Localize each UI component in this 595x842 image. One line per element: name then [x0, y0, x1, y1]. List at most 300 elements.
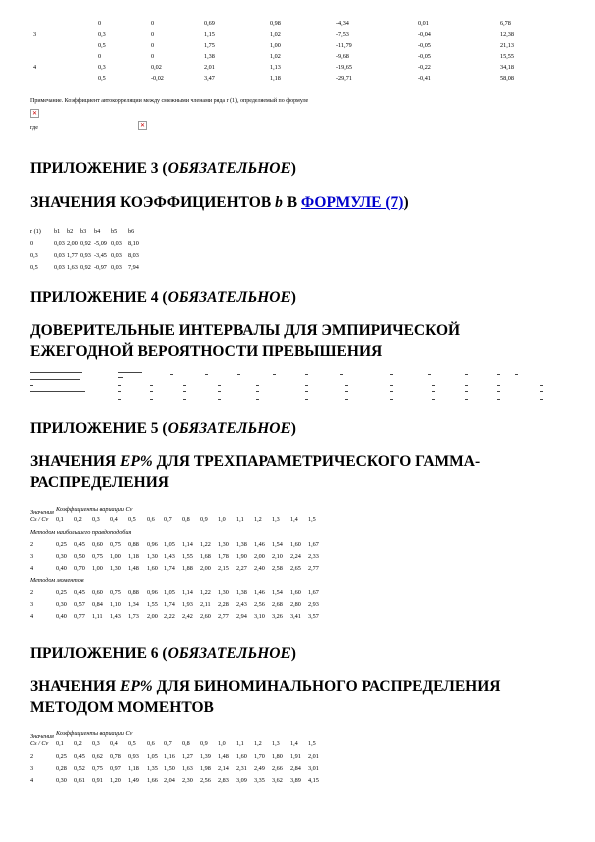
table-cell: 1,60	[290, 589, 301, 596]
table-cell: 21,13	[500, 42, 514, 49]
table-header-cell: 0,1	[56, 516, 64, 523]
table-cell: 1,30	[218, 589, 229, 596]
table-cell: 2,00	[147, 613, 158, 620]
table-section-label: Методом моментов	[30, 577, 84, 584]
table-mark	[428, 374, 431, 375]
table-cell: 0,45	[74, 753, 85, 760]
table-cell: 2,94	[236, 613, 247, 620]
table-cell: 1,05	[147, 753, 158, 760]
table-header-cell: 0,2	[74, 516, 82, 523]
table-cell: 2,30	[182, 777, 193, 784]
table-cell: 0	[151, 31, 155, 38]
table-cell: 1,49	[128, 777, 139, 784]
table-cell: 0,92	[80, 264, 91, 271]
table-cell: 0,03	[111, 264, 122, 271]
table-cell: 1,46	[254, 541, 265, 548]
table-cell: 1,14	[182, 589, 193, 596]
table-cell: 2,80	[290, 601, 301, 608]
table-cell: 0,01	[418, 20, 429, 27]
table-cell: 1,16	[164, 753, 175, 760]
table-cell: 4	[30, 613, 34, 620]
table-cell: 2	[30, 753, 34, 760]
table-cell: 2,00	[254, 553, 265, 560]
table-cell: 2,01	[204, 64, 215, 71]
table-cell: 0,40	[56, 565, 67, 572]
table-cell: 1,22	[200, 541, 211, 548]
table-header-cell: 0,8	[182, 516, 190, 523]
table-cell: -29,71	[336, 75, 352, 82]
table-mark	[432, 399, 435, 400]
appendix-6-title-line2: МЕТОДОМ МОМЕНТОВ	[30, 699, 214, 716]
table-mark	[465, 399, 468, 400]
table-cell: 2,56	[254, 601, 265, 608]
table-cell: -9,68	[336, 53, 349, 60]
table-cell: 1,11	[92, 613, 103, 620]
table-mark	[540, 399, 543, 400]
table-mark	[218, 399, 221, 400]
appendix-6-heading: ПРИЛОЖЕНИЕ 6 (ОБЯЗАТЕЛЬНОЕ)	[30, 645, 296, 662]
table-cell: -7,53	[336, 31, 349, 38]
table-cell: 0,30	[56, 777, 67, 784]
table-header-cell: b6	[128, 228, 135, 235]
table-mark	[205, 374, 208, 375]
table-mark	[497, 385, 500, 386]
table-cell: 1,66	[147, 777, 158, 784]
formula-7-link[interactable]: ФОРМУЛЕ (7)	[300, 194, 404, 211]
table-mark	[432, 391, 435, 392]
table-cell: 2,43	[236, 601, 247, 608]
table-mark	[183, 385, 186, 386]
table-header-cell: b2	[67, 228, 74, 235]
table-cell: 0,03	[111, 240, 122, 247]
table-cell: -0,04	[418, 31, 431, 38]
table-cell: 2,49	[254, 765, 265, 772]
table-cell: 2,56	[200, 777, 211, 784]
table-cell: 0,92	[80, 240, 91, 247]
table-cell: 1,02	[270, 31, 281, 38]
table-cell: 0,30	[56, 553, 67, 560]
table-cell: 1,75	[204, 42, 215, 49]
table-header-cell: b4	[94, 228, 101, 235]
table-cell: 3,26	[272, 613, 283, 620]
table-header-cell: 0,7	[164, 740, 172, 747]
table-mark	[118, 399, 121, 400]
table-mark	[30, 391, 85, 392]
table-cell: 1,39	[200, 753, 211, 760]
table-cell: 1,73	[128, 613, 139, 620]
table-cell: 1,34	[128, 601, 139, 608]
table-cell: 0,25	[56, 589, 67, 596]
table-cell: 2,33	[308, 553, 319, 560]
table-header-cell: 1,3	[272, 516, 280, 523]
table-mark	[256, 399, 259, 400]
table-cell: 1,13	[270, 64, 281, 71]
appendix-4-heading: ПРИЛОЖЕНИЕ 4 (ОБЯЗАТЕЛЬНОЕ)	[30, 289, 296, 306]
table-cell: 1,91	[290, 753, 301, 760]
table-cell: -0,05	[418, 42, 431, 49]
appendix-5-title-line2: РАСПРЕДЕЛЕНИЯ	[30, 474, 169, 491]
table-cell: 2,04	[164, 777, 175, 784]
table-cell: 3,62	[272, 777, 283, 784]
table-mark	[390, 374, 393, 375]
table-cell: 0,02	[151, 64, 162, 71]
table-cell: 1,55	[147, 601, 158, 608]
table-cell: 1,18	[270, 75, 281, 82]
table-mark	[150, 391, 153, 392]
table-cell: 15,55	[500, 53, 514, 60]
table-cell: 1,38	[204, 53, 215, 60]
table-cell: 0,75	[92, 765, 103, 772]
table-cell: 1,98	[200, 765, 211, 772]
table-cell: 7,94	[128, 264, 139, 271]
table-cell: 1,30	[110, 565, 121, 572]
table-cell: 0,75	[110, 589, 121, 596]
table-cell: 1,02	[270, 53, 281, 60]
table-cell: 0,75	[110, 541, 121, 548]
table-header-cell: 1,2	[254, 740, 262, 747]
table-cell: 0,62	[92, 753, 103, 760]
table-cell: 0,78	[110, 753, 121, 760]
table-header-cell: r (1)	[30, 228, 41, 235]
table-cell: 0,91	[92, 777, 103, 784]
table-cell: 0	[151, 20, 155, 27]
table-cell: 0,98	[270, 20, 281, 27]
table-cell: 1,27	[182, 753, 193, 760]
table-cell: 1,80	[272, 753, 283, 760]
table-cell: 1,43	[110, 613, 121, 620]
table-cell: 0,77	[74, 613, 85, 620]
appendix-4-title-line1: ДОВЕРИТЕЛЬНЫЕ ИНТЕРВАЛЫ ДЛЯ ЭМПИРИЧЕСКОЙ	[30, 322, 461, 339]
table-cell: 8,10	[128, 240, 139, 247]
table-cell: 4	[33, 64, 37, 71]
table-cell: 1,74	[164, 565, 175, 572]
table-cell: 2,11	[200, 601, 211, 608]
table-mark	[345, 391, 348, 392]
table-cell: 1,48	[218, 753, 229, 760]
table-header-cell: 0,4	[110, 740, 118, 747]
table-cell: 2,68	[272, 601, 283, 608]
table-cell: -11,79	[336, 42, 352, 49]
table-mark	[150, 399, 153, 400]
table-cell: 2,01	[308, 753, 319, 760]
table-cell: 0	[98, 53, 102, 60]
table-header-cell: 0,3	[92, 740, 100, 747]
table-mark	[183, 391, 186, 392]
table-mark	[118, 385, 121, 386]
table-cell: 2,60	[200, 613, 211, 620]
table-cell: 1,60	[290, 541, 301, 548]
table-cell: 3,57	[308, 613, 319, 620]
table-cell: 0,3	[98, 64, 106, 71]
table-cell: 2,00	[67, 240, 78, 247]
table-cell: 1,63	[182, 765, 193, 772]
table-header-cell: 0,4	[110, 516, 118, 523]
table-cell: 0,70	[74, 565, 85, 572]
appendix-4-title-line2: ЕЖЕГОДНОЙ ВЕРОЯТНОСТИ ПРЕВЫШЕНИЯ	[30, 343, 383, 360]
table-mark	[540, 391, 543, 392]
table-cell: 1,60	[147, 565, 158, 572]
table-header-cell: 0,6	[147, 516, 155, 523]
table-section-label: Методом наибольшего правдоподобия	[30, 529, 132, 536]
table-cell: 0,5	[30, 264, 38, 271]
table-cell: 1,70	[254, 753, 265, 760]
table-header-cell: b1	[54, 228, 61, 235]
table-cell: -0,41	[418, 75, 431, 82]
table-cell: 1,22	[200, 589, 211, 596]
table-mark	[465, 385, 468, 386]
table-cell: 0,88	[128, 541, 139, 548]
table-cell: 1,67	[308, 589, 319, 596]
table-header-caption: Коэффициенты вариации Cv	[56, 730, 133, 737]
table-cell: 0	[151, 42, 155, 49]
table-cell: 8,03	[128, 252, 139, 259]
table-cell: 0,57	[74, 601, 85, 608]
table-cell: 2,24	[290, 553, 301, 560]
table-mark	[118, 391, 121, 392]
appendix-3-title: ЗНАЧЕНИЯ КОЭФФИЦИЕНТОВ b В ФОРМУЛЕ (7))	[30, 194, 409, 211]
table-cell: -0,22	[418, 64, 431, 71]
table-cell: 0,60	[92, 589, 103, 596]
table-header-cell: 0,3	[92, 516, 100, 523]
table-cell: 0,96	[147, 589, 158, 596]
table-cell: 0	[30, 240, 34, 247]
table-cell: 2,58	[272, 565, 283, 572]
table-mark	[305, 391, 308, 392]
table-header-cell: 0,9	[200, 516, 208, 523]
table-cell: 0,03	[54, 264, 65, 271]
table-mark	[273, 374, 276, 375]
where-label: где	[30, 125, 38, 131]
table-cell: 1,67	[308, 541, 319, 548]
table-mark	[30, 379, 80, 380]
table-cell: -0,02	[151, 75, 164, 82]
table-mark	[218, 385, 221, 386]
table-cell: 1,00	[270, 42, 281, 49]
table-mark	[183, 399, 186, 400]
table-cell: 3,01	[308, 765, 319, 772]
table-header-cell: 0,8	[182, 740, 190, 747]
table-cell: 1,46	[254, 589, 265, 596]
table-mark	[256, 391, 259, 392]
table-cell: 3,41	[290, 613, 301, 620]
table-cell: 3,09	[236, 777, 247, 784]
table-cell: 0,75	[92, 553, 103, 560]
table-cell: 2,65	[290, 565, 301, 572]
table-cell: 0	[151, 53, 155, 60]
table-mark	[390, 399, 393, 400]
table-cell: 0,03	[54, 252, 65, 259]
table-mark	[345, 385, 348, 386]
table-cell: 2,83	[218, 777, 229, 784]
table-cell: 1,78	[218, 553, 229, 560]
table-cell: 2,27	[236, 565, 247, 572]
table-cell: 2,00	[200, 565, 211, 572]
table-cell: 1,38	[236, 589, 247, 596]
table-cell: 0,03	[111, 252, 122, 259]
table-header-cell: 1,0	[218, 516, 226, 523]
table-cell: 1,77	[67, 252, 78, 259]
table-mark	[465, 391, 468, 392]
table-cell: 2,31	[236, 765, 247, 772]
table-header-label: Cs / Cv	[30, 516, 49, 523]
table-cell: 2,10	[272, 553, 283, 560]
table-header-cell: 0,9	[200, 740, 208, 747]
table-header-cell: 1,1	[236, 516, 244, 523]
table-cell: 0,40	[56, 613, 67, 620]
table-cell: 3	[30, 553, 34, 560]
table-cell: 0,5	[98, 75, 106, 82]
table-cell: 1,30	[147, 553, 158, 560]
table-cell: 1,15	[204, 31, 215, 38]
table-cell: 2,77	[308, 565, 319, 572]
table-cell: 0,97	[110, 765, 121, 772]
table-header-cell: 0,1	[56, 740, 64, 747]
appendix-5-title-line1: ЗНАЧЕНИЯ EP% ДЛЯ ТРЕХПАРАМЕТРИЧЕСКОГО ГАММА-	[30, 453, 481, 470]
table-mark	[340, 374, 343, 375]
table-cell: -4,34	[336, 20, 349, 27]
table-cell: 4	[30, 565, 34, 572]
table-mark	[497, 391, 500, 392]
table-mark	[150, 385, 153, 386]
table-cell: 0,3	[98, 31, 106, 38]
table-cell: 1,48	[128, 565, 139, 572]
table-mark	[256, 385, 259, 386]
table-header-label: Cs / Cv	[30, 740, 49, 747]
table-cell: 0,25	[56, 541, 67, 548]
table-cell: 2	[30, 541, 34, 548]
table-cell: 0,25	[56, 753, 67, 760]
table-header-cell: 0,5	[128, 740, 136, 747]
table-cell: 1,74	[164, 601, 175, 608]
table-cell: 1,35	[147, 765, 158, 772]
table-cell: 0,61	[74, 777, 85, 784]
table-cell: 3	[30, 765, 34, 772]
table-cell: 1,10	[110, 601, 121, 608]
table-header-cell: 0,6	[147, 740, 155, 747]
table-cell: 3,47	[204, 75, 215, 82]
table-cell: -0,05	[418, 53, 431, 60]
table-cell: 0,88	[128, 589, 139, 596]
table-header-cell: 1,0	[218, 740, 226, 747]
broken-image-icon: ✕	[139, 122, 146, 129]
table-cell: 1,55	[182, 553, 193, 560]
table-header-cell: 1,5	[308, 516, 316, 523]
table-cell: 2,84	[290, 765, 301, 772]
table-cell: 1,50	[164, 765, 175, 772]
table-cell: 2,15	[218, 565, 229, 572]
table-cell: 0,3	[30, 252, 38, 259]
table-cell: 4,15	[308, 777, 319, 784]
table-cell: -5,09	[94, 240, 107, 247]
table-mark	[345, 399, 348, 400]
table-header-cell: 1,4	[290, 740, 298, 747]
table-mark	[305, 385, 308, 386]
table-cell: 1,43	[164, 553, 175, 560]
table-cell: 2,66	[272, 765, 283, 772]
table-cell: 0,30	[56, 601, 67, 608]
broken-image-icon: ✕	[31, 110, 38, 117]
table-mark	[432, 385, 435, 386]
table-cell: 1,00	[92, 565, 103, 572]
table-cell: 0,93	[80, 252, 91, 259]
table-cell: 0,93	[128, 753, 139, 760]
table-header-label: Значения	[30, 733, 54, 740]
table-cell: 34,18	[500, 64, 514, 71]
table-cell: 1,38	[236, 541, 247, 548]
table-cell: 2,93	[308, 601, 319, 608]
table-cell: 1,54	[272, 541, 283, 548]
table-cell: 6,78	[500, 20, 511, 27]
table-mark	[218, 391, 221, 392]
table-header-cell: 1,5	[308, 740, 316, 747]
table-mark	[497, 374, 500, 375]
table-cell: 1,54	[272, 589, 283, 596]
table-cell: 1,05	[164, 541, 175, 548]
table-cell: 3,35	[254, 777, 265, 784]
table-mark	[390, 391, 393, 392]
table-cell: 1,93	[182, 601, 193, 608]
autocorrelation-note: Примечание. Коэффициент автокорреляции между смежными членами ряда r (1), определяемый по формуле	[30, 98, 309, 104]
table-header-cell: b3	[80, 228, 87, 235]
table-mark	[515, 374, 518, 375]
table-cell: 3	[33, 31, 37, 38]
table-mark	[30, 372, 82, 373]
table-mark	[30, 385, 33, 386]
table-cell: 1,63	[67, 264, 78, 271]
table-cell: 2,40	[254, 565, 265, 572]
table-header-cell: 1,1	[236, 740, 244, 747]
table-cell: 0,45	[74, 589, 85, 596]
table-cell: 1,20	[110, 777, 121, 784]
table-mark	[497, 399, 500, 400]
table-header-caption: Коэффициенты вариации Cv	[56, 506, 133, 513]
appendix-5-heading: ПРИЛОЖЕНИЕ 5 (ОБЯЗАТЕЛЬНОЕ)	[30, 420, 296, 437]
appendix-3-heading: ПРИЛОЖЕНИЕ 3 (ОБЯЗАТЕЛЬНОЕ)	[30, 160, 296, 177]
table-cell: 3	[30, 601, 34, 608]
table-cell: 0,03	[54, 240, 65, 247]
table-cell: 0	[98, 20, 102, 27]
table-cell: 12,38	[500, 31, 514, 38]
table-mark	[118, 377, 123, 378]
table-header-cell: 1,4	[290, 516, 298, 523]
table-cell: 2,77	[218, 613, 229, 620]
table-cell: 2,28	[218, 601, 229, 608]
table-cell: 0,96	[147, 541, 158, 548]
table-cell: 3,10	[254, 613, 265, 620]
table-cell: 4	[30, 777, 34, 784]
table-cell: 2,14	[218, 765, 229, 772]
table-cell: 2	[30, 589, 34, 596]
table-header-label: Значения	[30, 509, 54, 516]
table-header-cell: 0,7	[164, 516, 172, 523]
table-cell: -0,97	[94, 264, 107, 271]
table-cell: -19,65	[336, 64, 352, 71]
table-cell: 3,89	[290, 777, 301, 784]
table-cell: -3,45	[94, 252, 107, 259]
table-header-cell: 0,2	[74, 740, 82, 747]
table-mark	[465, 374, 468, 375]
table-header-cell: 0,5	[128, 516, 136, 523]
table-cell: 1,18	[128, 553, 139, 560]
table-mark	[305, 399, 308, 400]
table-cell: 58,08	[500, 75, 514, 82]
table-cell: 1,05	[164, 589, 175, 596]
table-cell: 2,22	[164, 613, 175, 620]
table-cell: 1,14	[182, 541, 193, 548]
table-cell: 1,90	[236, 553, 247, 560]
appendix-6-title-line1: ЗНАЧЕНИЯ EP% ДЛЯ БИНОМИНАЛЬНОГО РАСПРЕДЕЛЕНИЯ	[30, 678, 501, 695]
table-cell: 0,5	[98, 42, 106, 49]
